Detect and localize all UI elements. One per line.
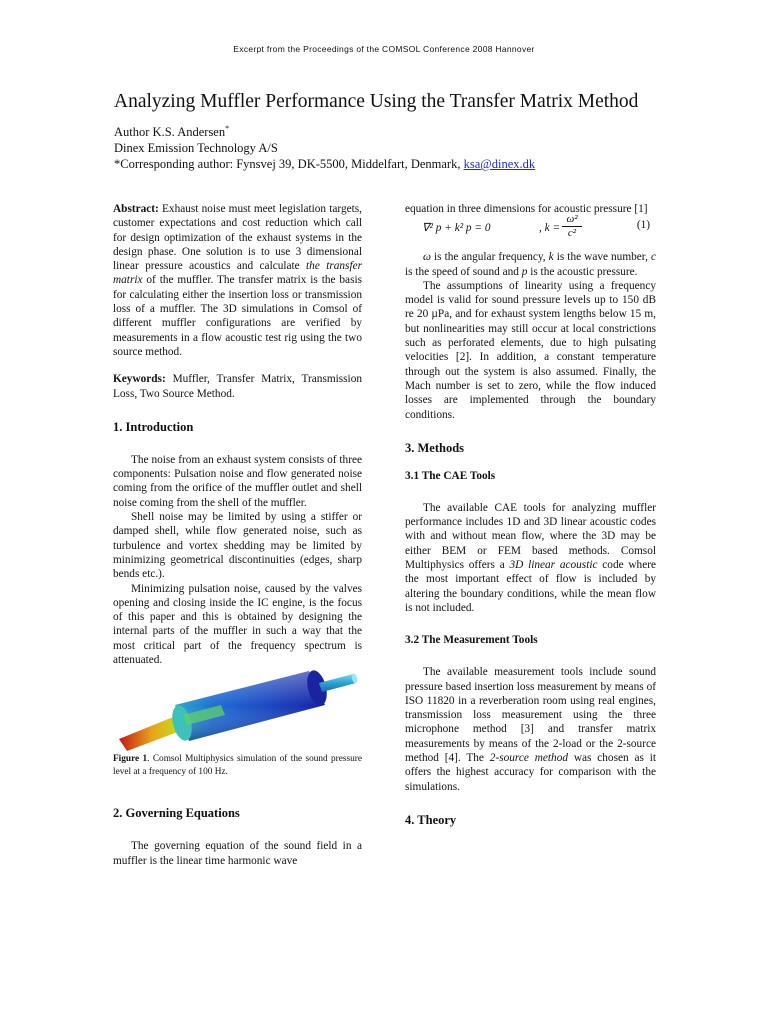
section-heading-introduction: 1. Introduction (113, 419, 194, 434)
equation-1 (405, 213, 656, 250)
proceedings-header: Excerpt from the Proceedings of the COMSOL Conference 2008 Hannover (233, 44, 535, 54)
corresponding-marker: * (225, 123, 230, 133)
abstract-text-a: Exhaust noise must meet legislation targets, customer expectations and cost reduction which call for design optimization of the exhaust systems in the design phase. One solution is to use 3 dimensional linear pressure acoustics and calculate (113, 203, 362, 273)
cae-text-b: code where the most important effect of flow is included by altering the boundary conditions, while the mean flow is not included. (405, 559, 656, 614)
abstract-italic: the transfer matrix (113, 260, 362, 287)
equation-lhs: ∇² p + k² p = 0 (422, 222, 491, 235)
p-symbol: p (521, 265, 528, 278)
keywords-label: Keywords: (113, 373, 166, 386)
intro-paragraph-3: Minimizing pulsation noise, caused by the valves opening and closing inside the IC engine, is the focus of this paper and this is obtained by designing the internal parts of the muffler in such a way that the most critical part of the frequency spectrum is attenuated. (113, 582, 362, 667)
equation-fraction (562, 212, 582, 240)
omega-symbol: ω (423, 251, 431, 264)
corresponding-address: *Corresponding author: Fynsvej 39, DK-5500, Middelfart, Denmark, (114, 157, 464, 171)
equation-numerator: ω² (562, 212, 582, 227)
symbols-text-2: is the wave number, (553, 251, 651, 264)
subsection-heading-cae-tools: 3.1 The CAE Tools (405, 469, 496, 482)
section-heading-governing-equations: 2. Governing Equations (113, 806, 240, 821)
symbols-text-4: is the acoustic pressure. (527, 265, 638, 278)
figure-caption (113, 753, 362, 778)
email-link[interactable]: ksa@dinex.dk (463, 157, 536, 171)
affiliation: Dinex Emission Technology A/S (114, 141, 278, 155)
keywords (113, 372, 362, 401)
abstract-label: Abstract: (113, 203, 159, 215)
paper-title: Analyzing Muffler Performance Using the Transfer Matrix Method (114, 91, 639, 112)
subsection-heading-measurement-tools: 3.2 The Measurement Tools (405, 634, 538, 647)
measurement-paragraph (405, 665, 656, 794)
measurement-text-a: The available measurement tools include sound pressure based insertion loss measurement by means of ISO 11820 in a reverberation room using real engines, transmission loss measurement using the three microphone method [3] and transfer matrix measurements by means of the 2-load or the 2-source method [4]. The (405, 666, 656, 765)
section-heading-theory: 4. Theory (405, 812, 457, 827)
c-symbol: c (650, 251, 656, 264)
figure-caption-text: . Comsol Multiphysics simulation of the sound pressure level at a frequency of 100 Hz. (113, 754, 362, 777)
abstract (113, 202, 362, 359)
measurement-text-b: was chosen as it offers the highest accuracy for comparison with the simulations. (405, 752, 656, 793)
author-line (114, 124, 674, 140)
author-name: Author K.S. Andersen (114, 125, 226, 139)
k-symbol: k (548, 251, 554, 264)
cae-italic: 3D linear acoustic (509, 559, 598, 572)
equation-denominator: c² (567, 227, 577, 240)
section-heading-methods: 3. Methods (405, 440, 465, 455)
cae-text-a: The available CAE tools for analyzing muffler performance includes 1D and 3D linear acoustic codes with and without mean flow, where the 3D may be either BEM or FEM based methods. Comsol Multiphysics offers a (405, 501, 656, 572)
measurement-italic: 2-source method (489, 752, 568, 765)
corresponding-author (114, 156, 674, 172)
equation-number: (1) (636, 219, 650, 232)
intro-paragraph-1: The noise from an exhaust system consists of three components: Pulsation noise and flow generated noise coming from the orifice of the muffler outlet and shell noise coming from the shell of the muffler. (113, 453, 362, 509)
author-block (114, 124, 674, 172)
figure-label: Figure 1 (113, 754, 148, 765)
muffler-image (113, 669, 362, 751)
left-column (113, 202, 362, 868)
right-column (405, 202, 656, 828)
symbols-text-1: is the angular frequency, (430, 251, 549, 264)
symbols-text-3: is the speed of sound and (405, 265, 522, 278)
governing-paragraph: The governing equation of the sound field in a muffler is the linear time harmonic wave (113, 840, 362, 867)
intro-paragraph-2: Shell noise may be limited by using a stiffer or damped shell, while flow generated noise, such as turbulence and vortex shedding may be limited by minimizing geometrical discontinuities (edges, sharp bends etc.). (113, 511, 362, 581)
keywords-text: Muffler, Transfer Matrix, Transmission Loss, Two Source Method. (113, 373, 362, 400)
abstract-text-b: of the muffler. The transfer matrix is the basis for calculating either the insertion loss or transmission loss of a muffler. The 3D simulations in Comsol of different muffler configurations are verified by measurements in a flow acoustic test rig using the two source method. (113, 274, 362, 358)
cae-paragraph (405, 501, 656, 615)
governing-paragraph-continued: equation in three dimensions for acoustic pressure [1] (405, 203, 648, 215)
symbol-definitions (405, 250, 656, 279)
linearity-paragraph: The assumptions of linearity using a frequency model is valid for sound pressure levels up to 150 dB re 20 µPa, and for exhaust system lengths below 15 m, but nonlinearities may still occur at local constrictions such as perforated elements, due to high pulsating velocities [2]. In addition, a constant temperature through out the system is also assumed. Finally, the Mach number is set to zero, while the flow induced losses are implemented through the boundary conditions. (405, 279, 656, 421)
equation-k: , k = (539, 222, 561, 235)
muffler-simulation-figure (113, 669, 362, 751)
